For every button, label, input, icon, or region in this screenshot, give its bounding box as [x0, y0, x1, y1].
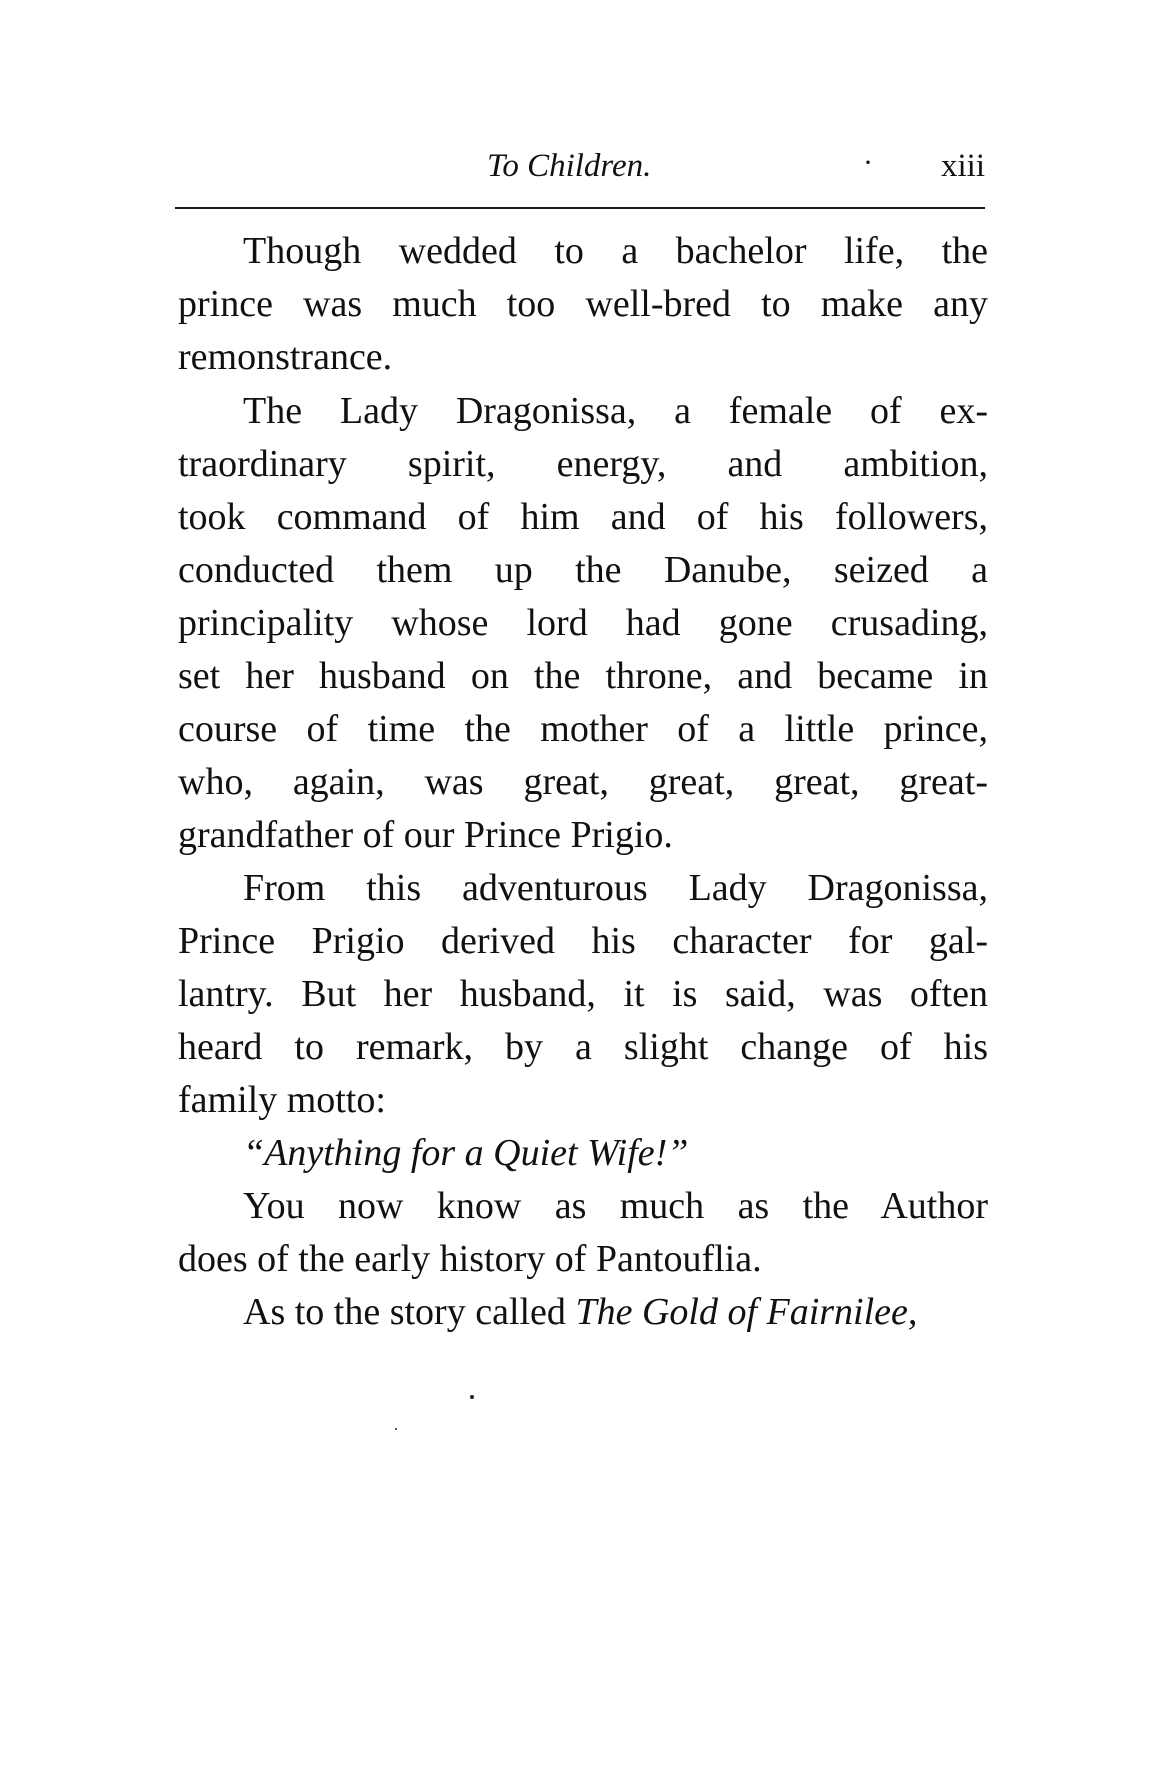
text-line: conducted them up the Danube, seized a [178, 549, 988, 591]
print-speck [395, 1428, 397, 1430]
text-line: Prince Prigio derived his character for gal- [178, 920, 988, 962]
text-line: family motto: [178, 1079, 386, 1121]
header-rule [175, 207, 985, 209]
text-line: does of the early history of Pantouflia. [178, 1238, 762, 1280]
text-line: principality whose lord had gone crusading, [178, 602, 988, 644]
story-title: The Gold of Fairnilee, [575, 1291, 918, 1333]
text-line: The Lady Dragonissa, a female of ex- [243, 390, 988, 432]
text-line: traordinary spirit, energy, and ambition, [178, 443, 988, 485]
header-dot: · [863, 146, 873, 179]
text-line: Though wedded to a bachelor life, the [243, 230, 988, 272]
text-line: lantry. But her husband, it is said, was often [178, 973, 988, 1015]
running-title: To Children. [487, 148, 652, 184]
text-line: From this adventurous Lady Dragonissa, [243, 867, 988, 909]
text-line-last [243, 1288, 988, 1336]
page-number: xiii [940, 148, 985, 184]
text-line: You now know as much as the Author [243, 1185, 988, 1227]
text-line: set her husband on the throne, and became in [178, 655, 988, 697]
page-header [175, 148, 985, 198]
text-line: remonstrance. [178, 336, 393, 378]
text-line: prince was much too well-bred to make any [178, 283, 988, 325]
text-line: course of time the mother of a little prince, [178, 708, 988, 750]
text-line: who, again, was great, great, great, great- [178, 761, 988, 803]
text-line: heard to remark, by a slight change of his [178, 1026, 988, 1068]
print-speck [470, 1395, 474, 1399]
text-line: took command of him and of his followers, [178, 496, 988, 538]
text-line: As to the story called [243, 1291, 566, 1333]
quoted-motto: “Anything for a Quiet Wife!” [243, 1132, 689, 1174]
text-line: grandfather of our Prince Prigio. [178, 814, 673, 856]
